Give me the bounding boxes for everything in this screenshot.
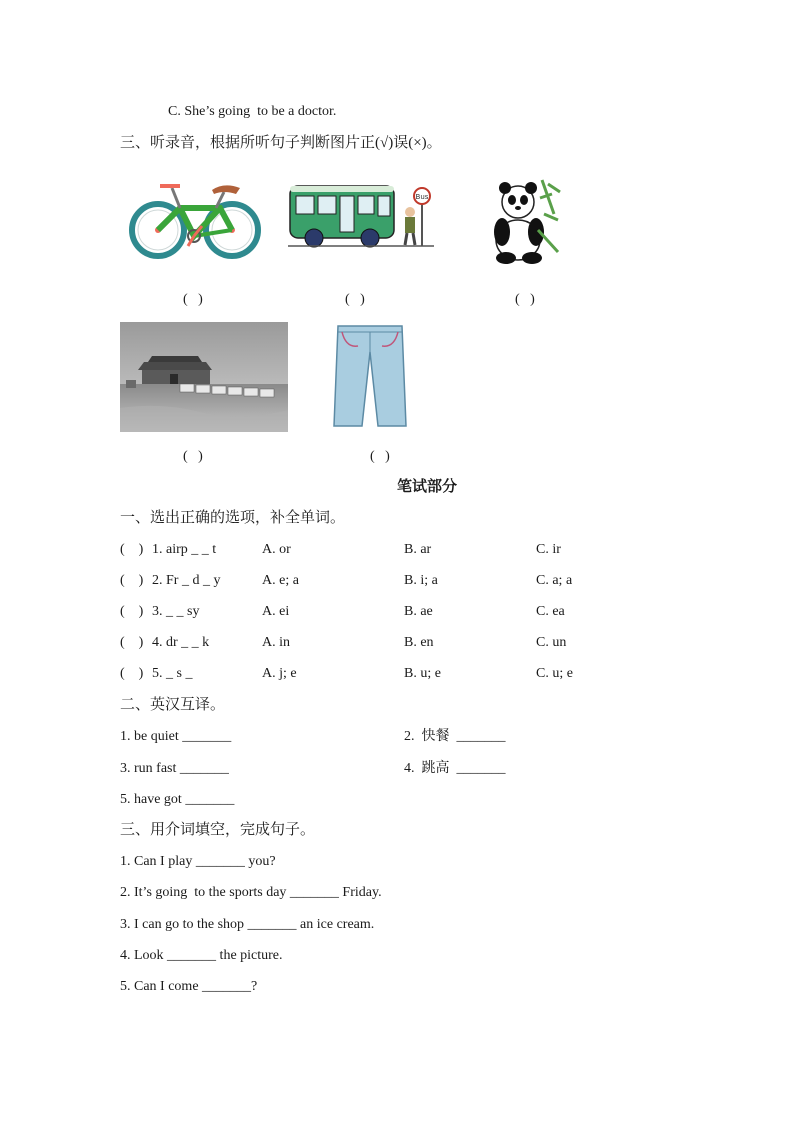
part1-q1-option-b: B. ar <box>404 542 432 557</box>
answer-paren-tiananmen[interactable]: ( ) <box>183 449 203 464</box>
part3-item-3[interactable]: 3. I can go to the shop _______ an ice cream. <box>120 917 375 932</box>
part1-q2-option-b: B. i; a <box>404 573 438 588</box>
option-c-text: C. She’s going to be a doctor. <box>168 104 337 119</box>
part3-item-4[interactable]: 4. Look _______ the picture. <box>120 948 283 963</box>
part2-item-3[interactable]: 3. run fast _______ <box>120 761 229 776</box>
jeans-picture <box>332 322 408 430</box>
part1-q5-option-c: C. u; e <box>536 666 573 681</box>
part1-q1-option-c: C. ir <box>536 542 561 557</box>
part1-q4-text: 4. dr _ _ k <box>152 635 210 650</box>
bus-picture <box>288 182 434 250</box>
written-section-title: 笔试部分 <box>397 479 458 495</box>
part1-q2-text: 2. Fr _ d _ y <box>152 573 221 588</box>
part1-q3-option-b: B. ae <box>404 604 433 619</box>
part3-item-1[interactable]: 1. Can I play _______ you? <box>120 854 276 869</box>
part1-q4-paren[interactable]: ( ) <box>120 635 144 650</box>
part3-title: 三、用介词填空，完成句子。 <box>120 822 316 838</box>
part1-q5-option-b: B. u; e <box>404 666 441 681</box>
part1-q2-option-a: A. e; a <box>262 573 299 588</box>
part1-q2-option-c: C. a; a <box>536 573 573 588</box>
part1-q5-option-a: A. j; e <box>262 666 297 681</box>
answer-paren-panda[interactable]: ( ) <box>515 292 535 307</box>
answer-paren-bus[interactable]: ( ) <box>345 292 365 307</box>
part1-q3-paren[interactable]: ( ) <box>120 604 144 619</box>
part1-title: 一、选出正确的选项，补全单词。 <box>120 510 346 526</box>
part1-q3-option-a: A. ei <box>262 604 290 619</box>
part1-q1-option-a: A. or <box>262 542 291 557</box>
part1-q4-option-c: C. un <box>536 635 567 650</box>
part1-q2-paren[interactable]: ( ) <box>120 573 144 588</box>
part1-q3-option-c: C. ea <box>536 604 565 619</box>
answer-paren-bicycle[interactable]: ( ) <box>183 292 203 307</box>
part1-q4-option-a: A. in <box>262 635 290 650</box>
part3-item-5[interactable]: 5. Can I come _______? <box>120 979 258 994</box>
part2-item-4[interactable]: 4. 跳高 _______ <box>404 761 506 776</box>
part2-item-2[interactable]: 2. 快餐 _______ <box>404 729 506 744</box>
part1-q5-paren[interactable]: ( ) <box>120 666 144 681</box>
panda-picture <box>492 174 564 266</box>
listening-section3-title: 三、听录音，根据所听句子判断图片正(√)误(×)。 <box>120 135 442 151</box>
part1-q1-text: 1. airp _ _ t <box>152 542 217 557</box>
part2-item-1[interactable]: 1. be quiet _______ <box>120 729 232 744</box>
part1-q5-text: 5. _ s _ <box>152 666 193 681</box>
part2-title: 二、英汉互译。 <box>120 697 226 713</box>
part1-q1-paren[interactable]: ( ) <box>120 542 144 557</box>
tiananmen-photo <box>120 322 288 432</box>
part2-item-5[interactable]: 5. have got _______ <box>120 792 235 807</box>
part1-q3-text: 3. _ _ sy <box>152 604 200 619</box>
part1-q4-option-b: B. en <box>404 635 434 650</box>
part3-item-2[interactable]: 2. It’s going to the sports day _______ Friday. <box>120 885 382 900</box>
bus-stop-sign-text: Bus <box>415 193 429 201</box>
answer-paren-jeans[interactable]: ( ) <box>370 449 390 464</box>
bicycle-picture <box>128 178 262 262</box>
